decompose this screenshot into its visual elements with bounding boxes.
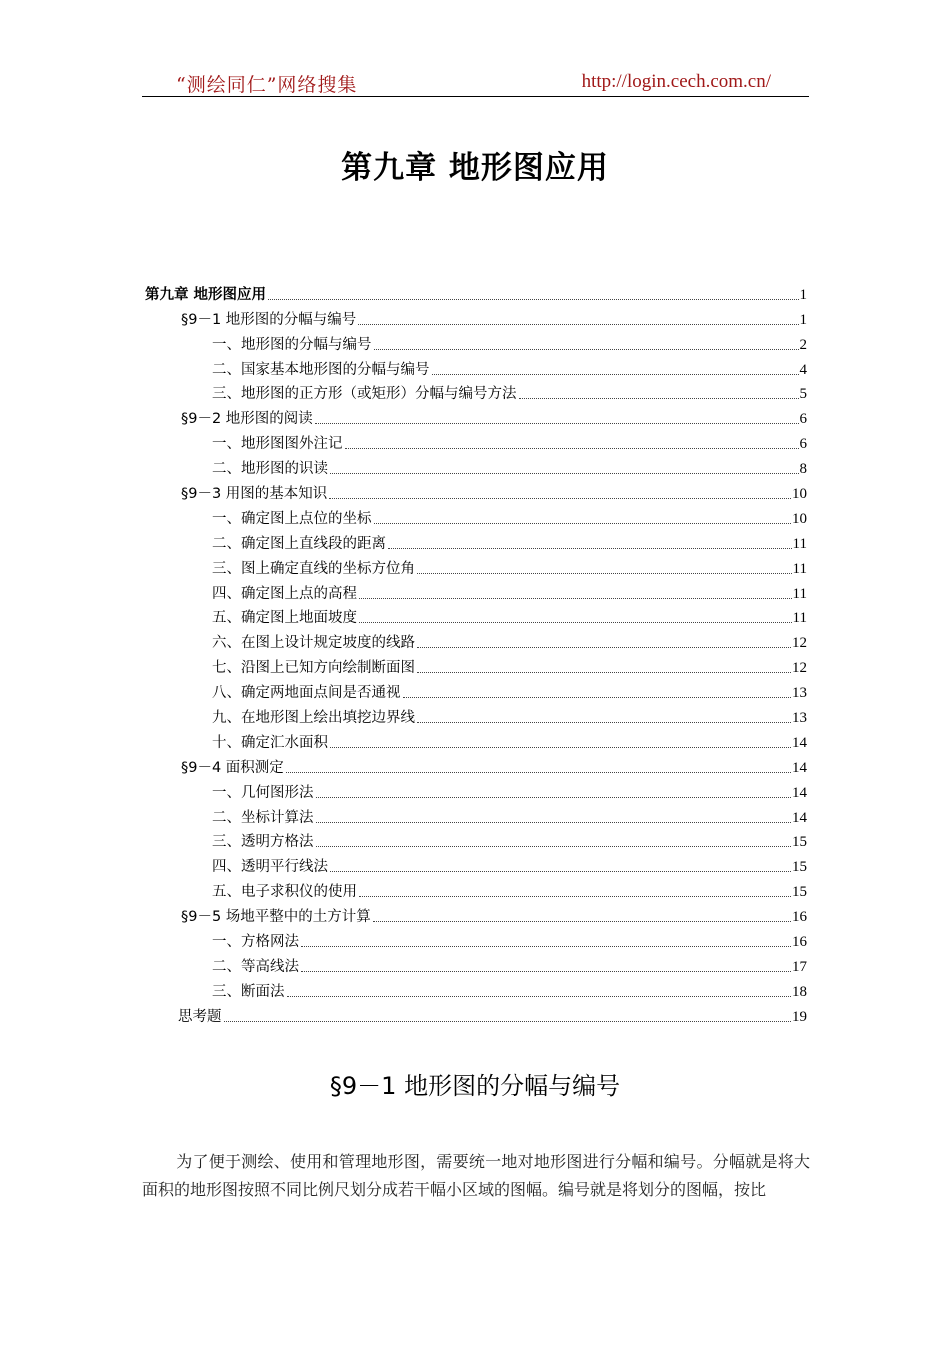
toc-leader-dots	[345, 448, 799, 449]
toc-entry-page: 12	[792, 660, 807, 677]
toc-entry-page: 15	[792, 859, 807, 876]
toc-entry-label: 二、地形图的识读	[212, 461, 328, 478]
toc-entry[interactable]	[145, 653, 807, 678]
toc-leader-dots	[301, 971, 791, 972]
toc-leader-dots	[316, 797, 792, 798]
toc-entry-label: 二、国家基本地形图的分幅与编号	[212, 361, 430, 378]
toc-entry-page: 17	[792, 958, 807, 975]
header-source-text: “测绘同仁”网络搜集	[176, 74, 358, 96]
toc-entry[interactable]	[145, 604, 807, 629]
toc-entry[interactable]	[145, 753, 807, 778]
toc-entry-page: 11	[792, 560, 807, 577]
section-title: §9－1 地形图的分幅与编号	[329, 1072, 621, 1100]
toc-entry-label: 三、地形图的正方形（或矩形）分幅与编号方法	[212, 386, 517, 403]
toc-entry[interactable]	[145, 355, 807, 380]
toc-entry-label: §9－3 用图的基本知识	[181, 486, 328, 503]
toc-entry-label: 二、坐标计算法	[212, 809, 314, 826]
toc-entry-label: 一、确定图上点位的坐标	[212, 510, 372, 527]
toc-entry-label: §9－5 场地平整中的土方计算	[181, 909, 371, 926]
toc-entry-page: 6	[799, 436, 807, 453]
toc-entry-page: 18	[792, 983, 807, 1000]
toc-leader-dots	[417, 722, 791, 723]
toc-entry-page: 11	[792, 535, 807, 552]
toc-leader-dots	[316, 846, 792, 847]
toc-leader-dots	[373, 921, 791, 922]
toc-entry[interactable]	[145, 828, 807, 853]
toc-entry[interactable]	[145, 678, 807, 703]
toc-entry-label: 七、沿图上已知方向绘制断面图	[212, 660, 415, 677]
toc-entry-label: §9－2 地形图的阅读	[181, 411, 313, 428]
toc-entry-label: §9－4 面积测定	[181, 759, 284, 776]
toc-entry-label: 五、确定图上地面坡度	[212, 610, 357, 627]
chapter-title: 第九章 地形图应用	[341, 150, 609, 186]
toc-entry-page: 11	[792, 585, 807, 602]
toc-entry-page: 15	[792, 884, 807, 901]
toc-leader-dots	[359, 598, 792, 599]
toc-entry-label: 二、等高线法	[212, 958, 299, 975]
page-header	[142, 68, 809, 97]
toc-entry-label: 三、图上确定直线的坐标方位角	[212, 560, 415, 577]
toc-leader-dots	[374, 349, 799, 350]
toc-entry-page: 10	[792, 486, 807, 503]
toc-entry-page: 4	[799, 361, 807, 378]
toc-entry-label: 十、确定汇水面积	[212, 734, 328, 751]
toc-entry[interactable]	[145, 628, 807, 653]
toc-entry[interactable]	[145, 454, 807, 479]
toc-leader-dots	[417, 672, 791, 673]
toc-leader-dots	[268, 299, 798, 300]
toc-leader-dots	[417, 573, 792, 574]
toc-entry[interactable]	[145, 579, 807, 604]
toc-entry-label: 三、透明方格法	[212, 834, 314, 851]
toc-entry-page: 6	[799, 411, 807, 428]
toc-leader-dots	[286, 772, 791, 773]
toc-entry[interactable]	[145, 429, 807, 454]
toc-entry-page: 13	[792, 710, 807, 727]
toc-entry-label: 一、几何图形法	[212, 784, 314, 801]
toc-entry-page: 16	[792, 934, 807, 951]
toc-entry[interactable]	[145, 852, 807, 877]
toc-entry[interactable]	[145, 902, 807, 927]
toc-entry-page: 11	[792, 610, 807, 627]
toc-leader-dots	[287, 996, 792, 997]
toc-entry-label: 一、地形图的分幅与编号	[212, 336, 372, 353]
toc-leader-dots	[329, 498, 791, 499]
toc-entry[interactable]	[145, 529, 807, 554]
toc-entry[interactable]	[145, 952, 807, 977]
toc-leader-dots	[417, 647, 791, 648]
toc-entry-page: 15	[792, 834, 807, 851]
toc-entry-label: 九、在地形图上绘出填挖边界线	[212, 710, 415, 727]
toc-leader-dots	[388, 548, 792, 549]
toc-entry-page: 14	[792, 809, 807, 826]
body-paragraph-text: 为了便于测绘、使用和管理地形图，需要统一地对地形图进行分幅和编号。分幅就是将大面积的地形图按照不同比例尺划分成若干幅小区域的图幅。编号就是将划分的图幅，按比	[142, 1152, 810, 1199]
toc-entry-label: 三、断面法	[212, 983, 285, 1000]
header-url[interactable]: http://login.cech.com.cn/	[581, 71, 771, 92]
toc-entry[interactable]	[145, 877, 807, 902]
toc-entry[interactable]	[145, 479, 807, 504]
toc-leader-dots	[359, 896, 791, 897]
toc-leader-dots	[519, 398, 799, 399]
toc-entry-page: 8	[799, 461, 807, 478]
toc-entry[interactable]	[145, 803, 807, 828]
toc-leader-dots	[330, 747, 791, 748]
toc-entry-page: 12	[792, 635, 807, 652]
toc-entry[interactable]	[145, 504, 807, 529]
toc-leader-dots	[374, 523, 792, 524]
toc-leader-dots	[316, 822, 792, 823]
toc-entry[interactable]	[145, 280, 807, 305]
toc-entry-label: 一、方格网法	[212, 934, 299, 951]
toc-entry-page: 14	[792, 784, 807, 801]
toc-entry-page: 10	[792, 510, 807, 527]
toc-entry-page: 13	[792, 685, 807, 702]
toc-leader-dots	[403, 697, 792, 698]
toc-entry-label: 五、电子求积仪的使用	[212, 884, 357, 901]
toc-entry[interactable]	[145, 554, 807, 579]
toc-entry-label: 思考题	[178, 1008, 222, 1025]
toc-entry[interactable]	[145, 703, 807, 728]
toc-entry-label: 四、透明平行线法	[212, 859, 328, 876]
toc-entry-label: 二、确定图上直线段的距离	[212, 535, 386, 552]
toc-leader-dots	[330, 871, 791, 872]
table-of-contents	[145, 280, 807, 1027]
toc-entry[interactable]	[145, 778, 807, 803]
toc-entry-page: 19	[792, 1008, 807, 1025]
toc-entry[interactable]	[145, 305, 807, 330]
toc-leader-dots	[301, 946, 791, 947]
toc-entry[interactable]	[145, 977, 807, 1002]
toc-entry-label: 四、确定图上点的高程	[212, 585, 357, 602]
toc-leader-dots	[330, 473, 799, 474]
toc-leader-dots	[359, 622, 792, 623]
toc-entry[interactable]	[145, 404, 807, 429]
toc-entry-label: 八、确定两地面点间是否通视	[212, 685, 401, 702]
toc-entry-page: 1	[799, 286, 807, 303]
toc-entry-label: 第九章 地形图应用	[145, 286, 267, 303]
toc-entry-page: 14	[792, 734, 807, 751]
toc-entry-page: 14	[792, 759, 807, 776]
toc-entry-label: 六、在图上设计规定坡度的线路	[212, 635, 415, 652]
toc-leader-dots	[224, 1021, 792, 1022]
toc-entry[interactable]	[145, 380, 807, 405]
toc-leader-dots	[358, 324, 798, 325]
toc-entry-label: 一、地形图图外注记	[212, 436, 343, 453]
body-paragraph	[142, 1148, 810, 1204]
toc-entry-page: 5	[799, 386, 807, 403]
toc-entry-page: 2	[799, 336, 807, 353]
toc-leader-dots	[432, 374, 799, 375]
toc-entry[interactable]	[145, 927, 807, 952]
toc-entry-page: 1	[799, 311, 807, 328]
toc-entry[interactable]	[145, 1002, 807, 1027]
toc-entry[interactable]	[145, 330, 807, 355]
toc-entry[interactable]	[145, 728, 807, 753]
toc-entry-label: §9－1 地形图的分幅与编号	[181, 311, 357, 328]
toc-leader-dots	[315, 423, 799, 424]
toc-entry-page: 16	[792, 909, 807, 926]
